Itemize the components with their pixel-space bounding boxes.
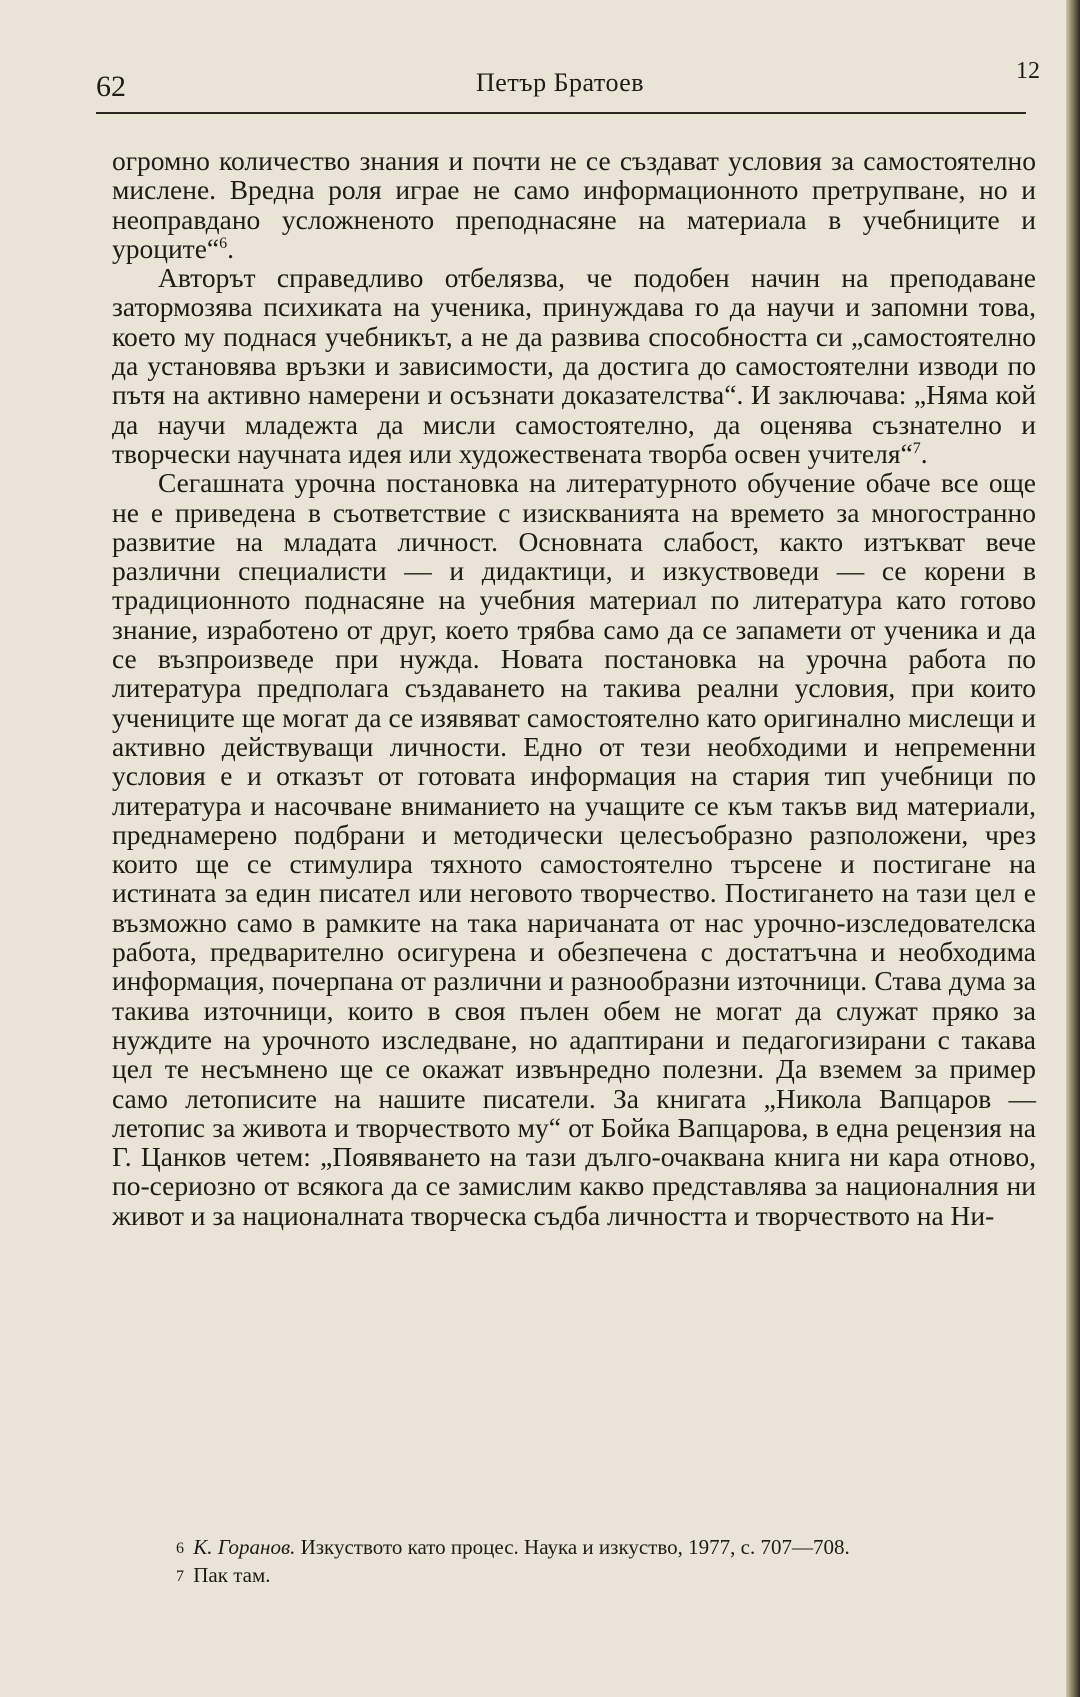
paragraph-1 <box>112 146 1036 263</box>
footnote-mark: 7 <box>176 1568 184 1585</box>
page-number: 62 <box>96 70 126 103</box>
footnote-text: Пак там. <box>193 1563 271 1587</box>
footnotes <box>176 1533 1056 1589</box>
section-number: 12 <box>1016 58 1040 84</box>
paragraph-2 <box>112 263 1036 468</box>
footnote-ref-7: 7 <box>912 439 921 457</box>
paragraph-2-text: Авторът справедливо отбелязва, че подобен начин на преподаване затормозява психиката на ученика, принуждава го да научи и запомни това, което му поднася учебникът, а не да развива способността си „самостоятелно да установява връзки и зависимости, да достига до самостоятелни изводи по пътя на активно намерени и осъзнати доказателства“. И заключава: „Няма кой да научи младежта да мисли самостоятелно, да оценява съзнателно и творчески научната идея или художествената творба освен учителя“ <box>112 262 1036 469</box>
footnote-text: Изкуството като процес. Наука и изкуство, 1977, с. 707—708. <box>300 1535 850 1559</box>
footnote-6 <box>176 1533 1056 1561</box>
paragraph-1-text: огромно количество знания и почти не се създават условия за самостоятелно мислене. Вредна роля играе не само информационното претрупване, но и неоправдано усложненото преподнасяне на материала в учебниците и уроците“ <box>112 145 1036 264</box>
paragraph-3: Сегашната урочна постановка на литературното обучение обаче все още не е приведена в съответствие с изискванията на времето за многостранно развитие на младата личност. Основната слабост, както изтъкват вече различни специалисти — и дидактици, и изкуствоведи — се корени в традиционното поднасяне на учебния материал по литература като готово знание, изработено от друг, което трябва само да се запамети от ученика и да се възпроизведе при нужда. Новата постановка на урочна работа по литература предполага създаването на такива реални условия, при които учениците ще могат да се изявяват самостоятелно като оригинално мислещи и активно действуващи личности. Едно от тези необходими и непременни условия е и отказът от готовата информация на стария тип учебници по литература и насочване вниманието на учащите се към такъв вид материали, преднамерено подбрани и методически целесъобразно разположени, чрез които ще се стимулира тяхното самостоятелно търсене и постигане на истината за един писател или неговото творчество. Постигането на тази цел е възможно само в рамките на така наричаната от нас урочно-изследователска работа, предварително осигурена и обезпечена с достатъчна и необходима информация, почерпана от различни и разнообразни източници. Става дума за такива източници, които в своя пълен обем не могат да служат пряко за нуждите на урочното изследване, но адаптирани и педагогизирани с такава цел те несъмнено ще се окажат извънредно полезни. Да вземем за пример само летописите на нашите писатели. За книгата „Никола Вапцаров — летопис за живота и творчеството му“ от Бойка Вапцарова, в една рецензия на Г. Цанков четем: „Появяването на тази дълго-очаквана книга ни кара отново, по-сериозно от всякога да се замислим какво представлява за националния ни живот и за националната творческа съдба личността и творчеството на Ни- <box>112 467 1036 1231</box>
body-text <box>112 146 1036 1230</box>
footnote-ref-6: 6 <box>219 234 228 252</box>
page-header <box>96 58 1040 108</box>
footnote-7 <box>176 1561 1056 1589</box>
footnote-author: К. Горанов. <box>193 1535 296 1559</box>
page-edge-shadow <box>1066 0 1080 1697</box>
footnote-mark: 6 <box>176 1540 184 1557</box>
running-head: Петър Братоев <box>476 68 645 97</box>
paragraph-2-end: . <box>920 437 928 469</box>
paragraph-1-end: . <box>227 232 234 264</box>
header-rule <box>96 112 1026 114</box>
